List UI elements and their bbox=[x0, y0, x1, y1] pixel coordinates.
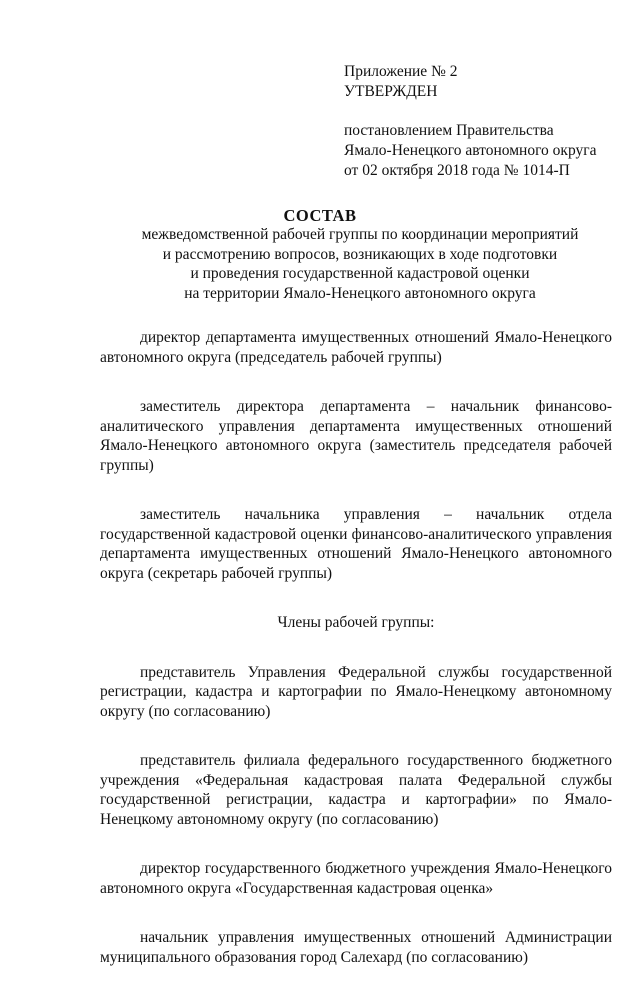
composition-list bbox=[100, 328, 612, 997]
document-subtitle bbox=[60, 225, 640, 303]
member-chairman: директор департамента имущественных отношений Ямало-Ненецкого автономного округа (председатель рабочей группы) bbox=[100, 329, 612, 366]
group-member-4: начальник управления имущественных отношений Администрации муниципального образования город Салехард (по согласованию) bbox=[100, 929, 612, 966]
member-deputy-chairman: заместитель директора департамента – начальник финансово-аналитического управления департамента имущественных отношений Ямало-Ненецкого автономного округа (заместитель председателя рабочей группы) bbox=[100, 398, 612, 474]
document-title: СОСТАВ bbox=[283, 206, 357, 225]
appendix-label: Приложение № 2 bbox=[344, 63, 458, 80]
subtitle-line-4: на территории Ямало-Ненецкого автономного округа bbox=[184, 284, 536, 302]
member-secretary: заместитель начальника управления – начальник отдела государственной кадастровой оценки финансово-аналитического управления департамента имущественных отношений Ямало-Ненецкого автономного округа (секретарь рабочей группы) bbox=[100, 506, 612, 582]
members-heading: Члены рабочей группы: bbox=[277, 614, 435, 631]
decree-line-1: постановлением Правительства bbox=[344, 122, 554, 139]
subtitle-line-1: межведомственной рабочей группы по координации мероприятий bbox=[141, 226, 579, 243]
subtitle-line-3: и проведения государственной кадастровой оценки bbox=[190, 265, 530, 282]
group-member-2: представитель филиала федерального государственного бюджетного учреждения «Федеральная кадастровая палата Федеральной службы государственной регистрации, кадастра и картографии» по Ямало-Ненецкому автономному округу (по согласованию) bbox=[100, 752, 612, 828]
approved-label: УТВЕРЖДЕН bbox=[344, 83, 438, 100]
group-member-3: директор государственного бюджетного учреждения Ямало-Ненецкого автономного округа «Государственная кадастровая оценка» bbox=[100, 860, 612, 897]
approval-block bbox=[344, 62, 604, 181]
group-member-1: представитель Управления Федеральной службы государственной регистрации, кадастра и картографии по Ямало-Ненецкому автономному округу (по согласованию) bbox=[100, 663, 612, 720]
decree-line-3: от 02 октября 2018 года № 1014-П bbox=[344, 162, 570, 179]
subtitle-line-2: и рассмотрению вопросов, возникающих в ходе подготовки bbox=[162, 245, 558, 263]
decree-line-2: Ямало-Ненецкого автономного округа bbox=[344, 142, 597, 159]
